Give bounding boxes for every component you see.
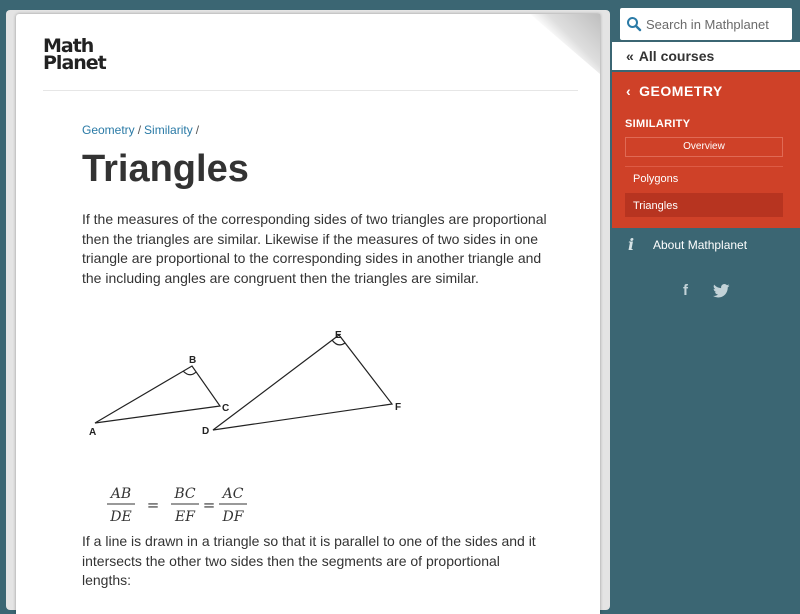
nav-item-polygons[interactable]: Polygons	[625, 166, 783, 190]
label-b: B	[189, 355, 197, 366]
page-curl	[530, 14, 600, 74]
all-courses-label: All courses	[638, 48, 715, 64]
label-d: D	[202, 426, 210, 437]
course-nav-panel	[612, 72, 800, 228]
about-label: About Mathplanet	[653, 238, 748, 252]
breadcrumb-separator: /	[137, 123, 142, 137]
facebook-icon[interactable]: f	[683, 282, 688, 299]
proportion-formula	[104, 480, 264, 536]
page-title: Triangles	[82, 148, 249, 190]
overview-button[interactable]: Overview	[625, 137, 783, 157]
chevron-left-icon: ‹	[626, 83, 632, 99]
all-courses-link[interactable]	[612, 42, 800, 70]
content-page	[16, 14, 600, 614]
course-header-label: GEOMETRY	[639, 83, 723, 99]
mathplanet-logo[interactable]	[43, 35, 109, 76]
info-icon: i	[628, 235, 635, 254]
breadcrumb-separator: /	[195, 123, 200, 137]
search-input[interactable]	[646, 14, 786, 34]
formula-denominator-2: EF	[175, 509, 195, 525]
breadcrumb-geometry[interactable]: Geometry	[82, 123, 135, 137]
label-f: F	[395, 402, 402, 413]
nav-item-triangles[interactable]: Triangles	[625, 193, 783, 217]
formula-denominator-3: DF	[222, 509, 244, 525]
label-a: A	[89, 427, 97, 438]
parallel-line-paragraph: If a line is drawn in a triangle so that it is parallel to one of the sides and it intersects the other two sides then the segments are of proportional lengths:	[82, 533, 536, 589]
course-header-link[interactable]	[612, 76, 800, 106]
triangle-def	[213, 335, 392, 430]
triangle-abc	[95, 366, 220, 423]
double-chevron-left-icon: «	[626, 48, 634, 64]
breadcrumb-similarity[interactable]: Similarity	[144, 123, 193, 137]
logo-line1: Math	[43, 35, 94, 57]
search-icon	[626, 16, 642, 32]
label-e: E	[335, 330, 342, 341]
twitter-icon[interactable]	[713, 284, 730, 298]
angle-mark-b	[183, 371, 196, 375]
formula-numerator-1: AB	[110, 486, 132, 502]
similar-triangles-figure	[86, 314, 426, 444]
intro-paragraph: If the measures of the corresponding sides of two triangles are proportional then the triangles are similar. Likewise if the measures of two sides in one triangle are proportional to the corresponding sides in another triangle and the including angles are congruent then the triangles are similar.	[82, 211, 547, 286]
equals-sign-2: =	[202, 496, 216, 514]
search-box[interactable]	[620, 8, 792, 40]
logo-line2: Planet	[43, 52, 106, 74]
header-divider	[43, 90, 578, 91]
equals-sign-1: =	[146, 496, 160, 514]
section-title: SIMILARITY	[625, 118, 691, 130]
formula-numerator-2: BC	[174, 486, 196, 502]
breadcrumb	[82, 123, 202, 137]
label-c: C	[222, 403, 230, 414]
about-link[interactable]	[612, 232, 800, 258]
formula-denominator-1: DE	[110, 509, 132, 525]
formula-numerator-3: AC	[222, 486, 244, 502]
